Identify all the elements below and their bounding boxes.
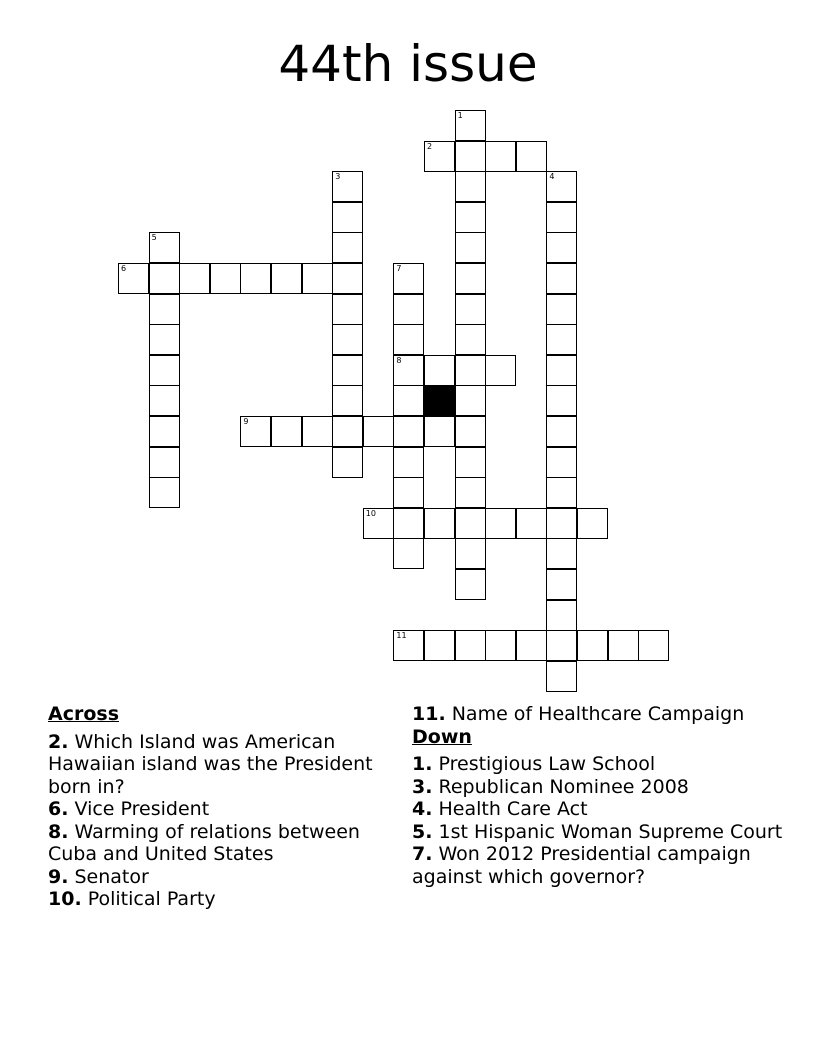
clue-number-label: 1	[457, 111, 463, 120]
clue-number: 7.	[412, 843, 433, 865]
clue-text: Health Care Act	[438, 798, 588, 820]
grid-cell[interactable]	[393, 385, 424, 416]
clue-number: 6.	[48, 798, 69, 820]
clue-text: Prestigious Law School	[438, 753, 656, 775]
grid-cell[interactable]	[455, 202, 486, 233]
grid-cell[interactable]	[332, 355, 363, 386]
down-heading: Down	[412, 725, 472, 748]
clues-right-column	[412, 703, 792, 888]
clue-number: 4.	[412, 798, 433, 820]
grid-cell[interactable]	[332, 416, 363, 447]
down-clue-4	[412, 798, 792, 821]
grid-cell[interactable]	[455, 171, 486, 202]
grid-cell[interactable]	[516, 141, 547, 172]
grid-cell[interactable]	[271, 416, 302, 447]
grid-cell[interactable]	[546, 324, 577, 355]
across-clue-9	[48, 866, 408, 889]
grid-cell[interactable]	[455, 630, 486, 661]
clue-text: Name of Healthcare Campaign	[451, 703, 745, 725]
clue-number: 3.	[412, 775, 433, 798]
down-clue-7	[412, 843, 792, 888]
clue-number: 2.	[48, 730, 69, 753]
clue-number-label: 3	[335, 172, 341, 182]
grid-cell[interactable]	[149, 263, 180, 294]
clues-left-column	[48, 703, 408, 911]
grid-cell[interactable]	[393, 294, 424, 325]
clue-number: 8.	[48, 820, 69, 843]
grid-cell[interactable]	[546, 569, 577, 600]
grid-cell[interactable]	[546, 477, 577, 508]
grid-cell[interactable]	[485, 630, 516, 661]
clue-number-label: 2	[427, 141, 433, 151]
grid-cell[interactable]	[455, 447, 486, 478]
grid-cell[interactable]	[546, 508, 577, 539]
grid-cell[interactable]	[393, 477, 424, 508]
grid-cell[interactable]	[485, 355, 516, 386]
clue-text: Senator	[74, 865, 149, 888]
clue-number: 9.	[48, 865, 69, 888]
across-clue-6	[48, 798, 408, 821]
clue-number-label: 11	[396, 631, 407, 641]
grid-cell[interactable]	[455, 385, 486, 416]
grid-cell[interactable]	[455, 232, 486, 263]
grid-cell[interactable]	[332, 263, 363, 294]
grid-cell[interactable]	[240, 416, 271, 447]
black-square	[424, 385, 455, 416]
grid-cell[interactable]	[332, 385, 363, 416]
down-clue-3	[412, 776, 792, 799]
grid-cell[interactable]	[363, 508, 394, 539]
grid-cell[interactable]	[546, 232, 577, 263]
grid-cell[interactable]	[179, 263, 210, 294]
across-heading: Across	[48, 703, 120, 725]
grid-cell[interactable]	[455, 141, 486, 172]
grid-cell[interactable]	[516, 630, 547, 661]
grid-cell[interactable]	[149, 416, 180, 447]
grid-cell[interactable]	[546, 630, 577, 661]
grid-cell[interactable]	[546, 202, 577, 233]
grid-cell[interactable]	[393, 416, 424, 447]
clue-number: 5.	[412, 820, 433, 843]
clue-number-label: 5	[151, 233, 157, 243]
clue-number-label: 9	[243, 417, 249, 426]
grid-cell[interactable]	[455, 263, 486, 294]
grid-cell[interactable]	[455, 416, 486, 447]
grid-cell[interactable]	[424, 141, 455, 172]
grid-cell[interactable]	[332, 202, 363, 233]
grid-cell[interactable]	[424, 508, 455, 539]
grid-cell[interactable]	[577, 508, 608, 539]
clue-text: Vice President	[74, 798, 210, 820]
grid-cell[interactable]	[271, 263, 302, 294]
grid-cell[interactable]	[424, 355, 455, 386]
grid-cell[interactable]	[577, 630, 608, 661]
grid-cell[interactable]	[455, 110, 486, 141]
grid-cell[interactable]	[393, 355, 424, 386]
grid-cell[interactable]	[240, 263, 271, 294]
grid-cell[interactable]	[516, 508, 547, 539]
grid-cell[interactable]	[302, 416, 333, 447]
clue-text: Republican Nominee 2008	[438, 775, 689, 798]
grid-cell[interactable]	[455, 538, 486, 569]
grid-cell[interactable]	[393, 538, 424, 569]
across-clue-8	[48, 821, 408, 866]
clue-text: Won 2012 Presidential campaign against which governor?	[412, 843, 751, 888]
grid-cell[interactable]	[363, 416, 394, 447]
clue-number-label: 7	[396, 264, 402, 273]
grid-cell[interactable]	[485, 141, 516, 172]
grid-cell[interactable]	[455, 508, 486, 539]
grid-cell[interactable]	[546, 416, 577, 447]
grid-cell[interactable]	[546, 447, 577, 478]
clue-text: Warming of relations between Cuba and United States	[48, 820, 360, 865]
clue-number: 10.	[48, 888, 82, 910]
clue-number-label: 6	[121, 264, 127, 273]
grid-cell[interactable]	[546, 171, 577, 202]
grid-cell[interactable]	[118, 263, 149, 294]
page-title: 44th issue	[278, 35, 538, 93]
grid-cell[interactable]	[546, 600, 577, 631]
clue-number-label: 8	[396, 355, 402, 365]
grid-cell[interactable]	[424, 630, 455, 661]
grid-cell[interactable]	[638, 630, 669, 661]
grid-cell[interactable]	[149, 447, 180, 478]
grid-cell[interactable]	[546, 538, 577, 569]
grid-cell[interactable]	[546, 294, 577, 325]
grid-cell[interactable]	[149, 232, 180, 263]
grid-cell[interactable]	[149, 385, 180, 416]
grid-cell[interactable]	[302, 263, 333, 294]
clue-text: Political Party	[87, 888, 216, 910]
grid-cell[interactable]	[546, 385, 577, 416]
clue-number-label: 10	[365, 508, 376, 518]
clue-number-label: 4	[549, 172, 555, 182]
grid-cell[interactable]	[455, 324, 486, 355]
grid-cell[interactable]	[149, 294, 180, 325]
grid-cell[interactable]	[149, 355, 180, 386]
grid-cell[interactable]	[210, 263, 241, 294]
grid-cell[interactable]	[485, 508, 516, 539]
across-clue-11	[412, 703, 792, 726]
grid-cell[interactable]	[332, 447, 363, 478]
down-clue-1	[412, 753, 792, 776]
grid-cell[interactable]	[608, 630, 639, 661]
across-clue-2	[48, 731, 408, 799]
grid-cell[interactable]	[546, 263, 577, 294]
grid-cell[interactable]	[393, 447, 424, 478]
grid-cell[interactable]	[424, 416, 455, 447]
clue-number: 1.	[412, 753, 433, 775]
grid-cell[interactable]	[149, 324, 180, 355]
grid-cell[interactable]	[332, 232, 363, 263]
clue-text: Which Island was American Hawaiian island was the President born in?	[48, 730, 373, 798]
grid-cell[interactable]	[332, 294, 363, 325]
clue-number: 11.	[412, 703, 446, 725]
across-clue-10	[48, 888, 408, 911]
grid-cell[interactable]	[455, 355, 486, 386]
down-clue-5	[412, 821, 792, 844]
grid-cell[interactable]	[332, 171, 363, 202]
grid-cell[interactable]	[149, 477, 180, 508]
clue-text: 1st Hispanic Woman Supreme Court	[438, 820, 783, 843]
grid-cell[interactable]	[546, 355, 577, 386]
grid-cell[interactable]	[332, 324, 363, 355]
grid-cell[interactable]	[455, 294, 486, 325]
grid-cell[interactable]	[455, 569, 486, 600]
grid-cell[interactable]	[546, 661, 577, 692]
grid-cell[interactable]	[393, 630, 424, 661]
grid-cell[interactable]	[393, 508, 424, 539]
grid-cell[interactable]	[455, 477, 486, 508]
grid-cell[interactable]	[393, 263, 424, 294]
grid-cell[interactable]	[393, 324, 424, 355]
